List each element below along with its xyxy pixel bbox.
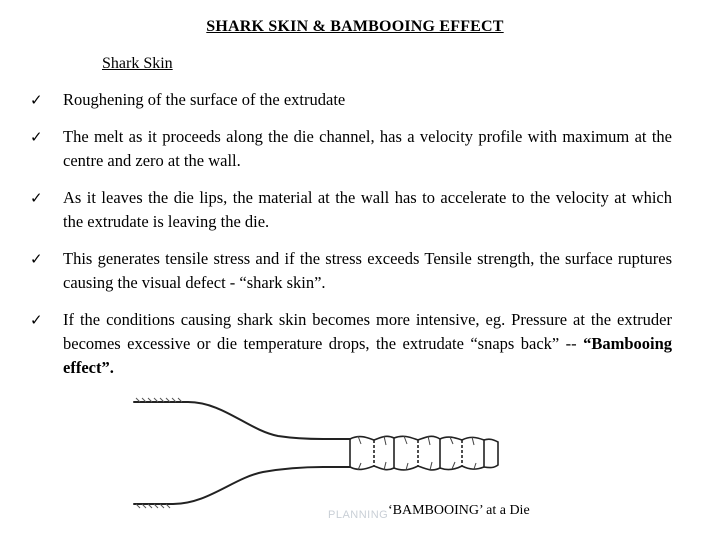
bullet-item <box>30 125 672 173</box>
die-hatching <box>136 398 182 508</box>
planning-watermark: PLANNING <box>328 509 389 521</box>
die-upper-wall <box>134 402 323 439</box>
check-icon: ✓ <box>30 91 43 109</box>
die-lower-wall <box>134 467 323 504</box>
bullet-list <box>30 88 672 393</box>
check-icon: ✓ <box>30 250 43 268</box>
bambooing-die-figure <box>128 392 548 517</box>
slide-title: SHARK SKIN & BAMBOOING EFFECT <box>206 18 504 35</box>
bullet-text: As it leaves the die lips, the material at the wall has to accelerate to the velocity at which the extrudate is leaving the die. <box>63 188 672 231</box>
bullet-text-plain: If the conditions causing shark skin becomes more intensive, eg. Pressure at the extruder becomes excessive or die temperature drops, the extrudate “snaps back” -- <box>63 310 672 353</box>
bullet-item <box>30 186 672 234</box>
check-icon: ✓ <box>30 128 43 146</box>
bullet-text <box>63 308 672 380</box>
bullet-text: Roughening of the surface of the extrudate <box>63 90 346 109</box>
slide-subtitle: Shark Skin <box>102 55 173 72</box>
bullet-text: This generates tensile stress and if the stress exceeds Tensile strength, the surface ruptures causing the visual defect - “shark skin”. <box>63 249 672 292</box>
bamboo-cracks <box>358 436 476 470</box>
bullet-item <box>30 308 672 380</box>
bullet-text: The melt as it proceeds along the die channel, has a velocity profile with maximum at the centre and zero at the wall. <box>63 127 672 170</box>
bullet-item <box>30 88 672 112</box>
check-icon: ✓ <box>30 189 43 207</box>
figure-caption: ‘BAMBOOING’ at a Die <box>388 503 530 518</box>
bullet-item <box>30 247 672 295</box>
check-icon: ✓ <box>30 311 43 329</box>
bullet-text-bold: “Bambooing effect”. <box>63 334 672 377</box>
